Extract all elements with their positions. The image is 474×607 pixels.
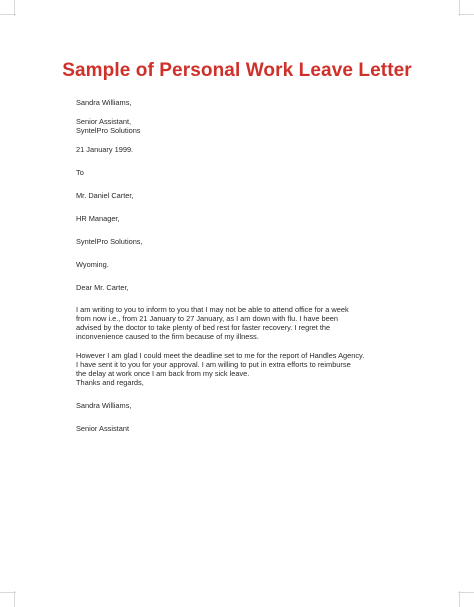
crop-mark-top-right bbox=[458, 0, 474, 16]
crop-mark-top-left bbox=[0, 0, 16, 16]
paragraph-2-line: However I am glad I could meet the deadline set to me for the report of Handles Agency. bbox=[76, 351, 365, 360]
crop-mark-bottom-left bbox=[0, 591, 16, 607]
letter-date: 21 January 1999. bbox=[76, 145, 134, 154]
signature-title: Senior Assistant bbox=[76, 424, 129, 433]
recipient-company: SyntelPro Solutions, bbox=[76, 237, 143, 246]
salutation: Dear Mr. Carter, bbox=[76, 283, 129, 292]
paragraph-1-line: advised by the doctor to take plenty of bed rest for faster recovery. I regret the bbox=[76, 323, 331, 332]
sender-company: SyntelPro Solutions bbox=[76, 126, 141, 135]
paragraph-1-line: I am writing to you to inform to you that I may not be able to attend office for a week bbox=[76, 305, 349, 314]
recipient-title: HR Manager, bbox=[76, 214, 120, 223]
closing: Thanks and regards, bbox=[76, 378, 144, 387]
to-label: To bbox=[76, 168, 84, 177]
letter-body bbox=[76, 98, 406, 433]
paragraph-1-line: inconvenience caused to the firm because of my illness. bbox=[76, 332, 259, 341]
document-title: Sample of Personal Work Leave Letter bbox=[62, 60, 412, 81]
paragraph-1-line: from now i.e., from 21 January to 27 January, as I am down with flu. I have been bbox=[76, 314, 338, 323]
sender-title: Senior Assistant, bbox=[76, 117, 132, 126]
signature-name: Sandra Williams, bbox=[76, 401, 132, 410]
paragraph-2 bbox=[76, 351, 406, 378]
paragraph-1 bbox=[76, 305, 406, 341]
recipient-location: Wyoming. bbox=[76, 260, 109, 269]
recipient-name: Mr. Daniel Carter, bbox=[76, 191, 134, 200]
paragraph-2-line: the delay at work once I am back from my sick leave. bbox=[76, 369, 250, 378]
paragraph-2-line: I have sent it to you for your approval. I am willing to put in extra efforts to reimburse bbox=[76, 360, 351, 369]
sender-name: Sandra Williams, bbox=[76, 98, 132, 107]
crop-mark-bottom-right bbox=[458, 591, 474, 607]
